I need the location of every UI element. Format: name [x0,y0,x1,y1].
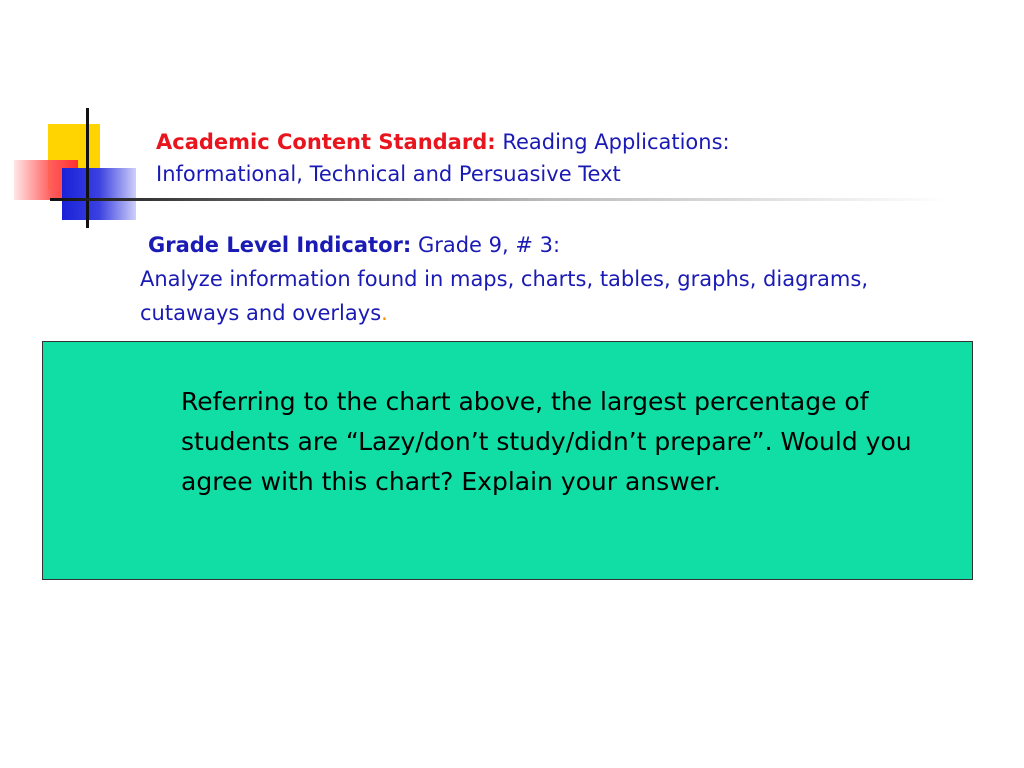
standard-line2: Informational, Technical and Persuasive Text [156,162,621,186]
title-underline-divider [50,198,950,201]
question-text: Referring to the chart above, the largest percentage of students are “Lazy/don’t study/didn’t prepare”. Would you agree with this chart? Explain your answer. [181,387,912,496]
decorative-vertical-line [86,108,89,228]
indicator-label: Grade Level Indicator: [148,233,412,257]
grade-level-indicator [140,228,960,330]
standard-line1: Reading Applications: [502,130,730,154]
indicator-description: Analyze information found in maps, charts, tables, graphs, diagrams, cutaways and overlays [140,267,868,325]
standard-label: Academic Content Standard: [156,130,496,154]
indicator-period: . [381,301,388,325]
question-box [42,341,973,580]
indicator-grade: Grade 9, # 3: [417,233,561,257]
standard-heading [156,126,916,190]
decorative-blue-square [62,168,136,220]
